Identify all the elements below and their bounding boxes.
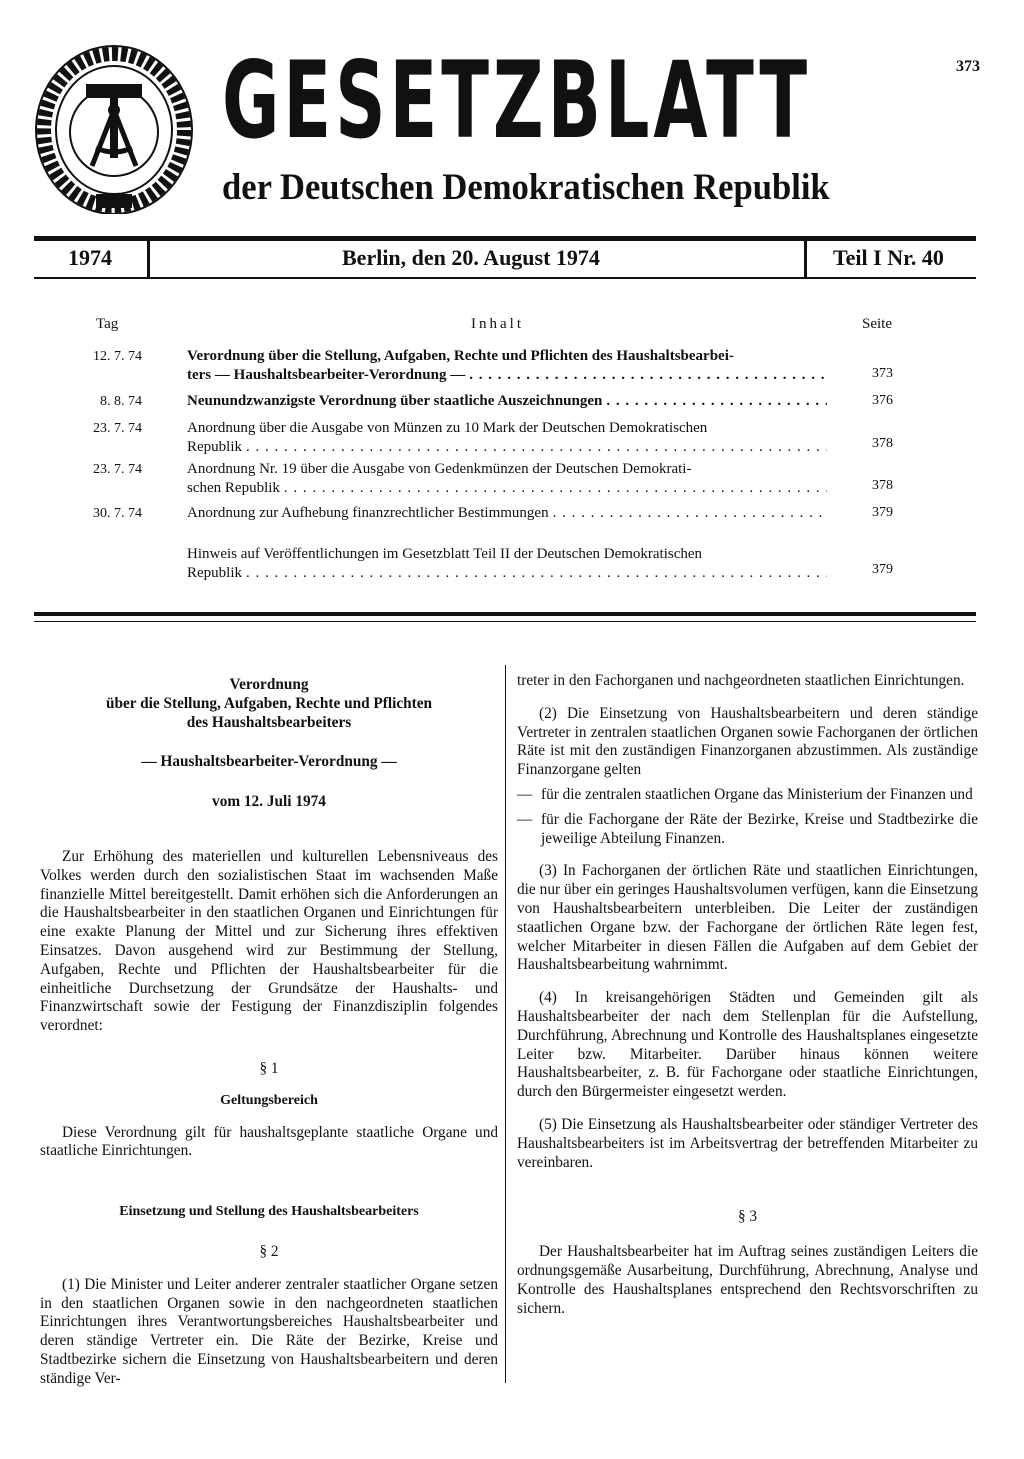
toc-entry-line: Anordnung zur Aufhebung finanzrechtlicher Bestimmungen — [187, 505, 549, 521]
toc-entry — [187, 460, 827, 498]
contents-col-page: Seite — [862, 316, 892, 332]
toc-entry — [187, 347, 827, 385]
toc-entry-line: Anordnung über die Ausgabe von Münzen zu 10 Mark der Deutschen Demokratischen — [187, 420, 708, 436]
toc-entry-line: Anordnung Nr. 19 über die Ausgabe von Gedenkmünzen der Deutschen Demokrati- — [187, 461, 692, 477]
column-divider — [505, 665, 506, 1383]
dash-item — [517, 786, 978, 805]
dot-leader — [606, 392, 827, 411]
ordinance-heading: des Haushaltsbearbeiters — [186, 713, 352, 731]
contents-col-content: Inhalt — [471, 316, 524, 332]
paragraph: (2) Die Einsetzung von Haushaltsbearbeitern und deren ständige Vertreter in zentralen staatlichen Organen sowie Fachorganen der örtlichen Räte ist mit den zuständigen Finanzorganen abzustimmen. Als zuständige Finanzorgane gelten — [517, 704, 978, 779]
paragraph: (5) Die Einsetzung als Haushaltsbearbeiter oder ständiger Vertreter des Haushaltsbearbeiters ist im Arbeitsvertrag der betreffenden Mitarbeiter zu vereinbaren. — [517, 1115, 978, 1171]
toc-entry — [187, 392, 827, 411]
preamble: Zur Erhöhung des materiellen und kulturellen Lebensniveaus des Volkes werden durch den sozialistischen Staat im wachsenden Maße finanzielle Mittel bereitgestellt. Damit erhöhen sich die Anforderungen an die Haushaltsbearbeiter in den staatlichen Organen und Einrichtungen für eine exakte Planung der Mittel und zur Sicherung ihres effektiven Einsatzes. Davon ausgehend wird zur Bestimmung der Stellung, Aufgaben, Rechte und Pflichten der Haushaltsbearbeiter für die einheitliche Durchsetzung der Grundsätze der Haushalts- und Finanzwirtschaft sowie der Festigung der Finanzdisziplin folgendes verordnet: — [40, 847, 498, 1035]
dash-mark: — — [517, 785, 533, 803]
dash-item-text: für die Fachorgane der Räte der Bezirke, Kreise und Stadtbezirke die jeweilige Abteilung Finanzen. — [541, 810, 978, 847]
toc-page: 376 — [872, 393, 893, 408]
issue-part: Teil I Nr. 40 — [833, 245, 944, 270]
right-column — [517, 672, 978, 1318]
section-number: § 3 — [737, 1208, 758, 1226]
dot-leader — [246, 564, 827, 583]
header-divider-right — [804, 240, 807, 278]
masthead-title: GESETZBLATT — [222, 39, 812, 162]
paragraph: (3) In Fachorganen der örtlichen Räte und staatlichen Einrichtungen, die nur über ein geringes Haushaltsvolumen verfügen, kann die Einsetzung von Haushaltsbearbeitern unterbleiben. Die Leiter der zuständigen staatlichen Organe bzw. der Fachorgane der örtlichen Räte legen fest, welcher Mitarbeiter in diesen Fällen die Aufgaben auf dem Gebiet der Haushaltsbearbeitung wahrnimmt. — [517, 862, 978, 974]
toc-entry-line: Republik — [187, 439, 242, 455]
toc-entry-line: Hinweis auf Veröffentlichungen im Gesetzblatt Teil II der Deutschen Demokratischen — [187, 546, 703, 562]
toc-entry — [187, 504, 827, 523]
toc-page: 378 — [872, 436, 893, 451]
toc-date: 23. 7. 74 — [93, 462, 142, 477]
toc-page: 379 — [872, 562, 893, 577]
dot-leader — [246, 438, 827, 457]
header-bottom-rule — [34, 277, 976, 279]
toc-entry-line: Republik — [187, 565, 242, 581]
dash-item-text: für die zentralen staatlichen Organe das Ministerium der Finanzen und — [541, 785, 973, 803]
toc-entry-line: ters — Haushaltsbearbeiter-Verordnung — — [187, 367, 466, 383]
dash-mark: — — [517, 810, 533, 828]
paragraph: treter in den Fachorganen und nachgeordneten staatlichen Einrichtungen. — [517, 672, 965, 689]
masthead-subtitle: der Deutschen Demokratischen Republik — [222, 167, 830, 208]
ordinance-date: vom 12. Juli 1974 — [212, 793, 326, 811]
chapter-heading: Einsetzung und Stellung des Haushaltsbearbeiters — [119, 1204, 419, 1220]
state-emblem — [34, 44, 194, 214]
section-number: § 2 — [259, 1242, 279, 1260]
dot-leader — [469, 366, 827, 385]
toc-page: 379 — [872, 505, 893, 520]
section-number: § 1 — [259, 1059, 279, 1077]
contents-col-day: Tag — [96, 316, 119, 332]
ordinance-heading: über die Stellung, Aufgaben, Rechte und Pflichten — [105, 694, 433, 712]
toc-date: 30. 7. 74 — [93, 506, 142, 521]
paragraph: Diese Verordnung gilt für haushaltsgeplante staatliche Organe und staatliche Einrichtungen. — [40, 1123, 498, 1160]
section-title: Geltungsbereich — [220, 1092, 318, 1108]
issue-year: 1974 — [68, 245, 112, 270]
toc-note — [187, 545, 827, 583]
contents-separator-thick — [34, 612, 976, 616]
paragraph: Der Haushaltsbearbeiter hat im Auftrag seines zuständigen Leiters die ordnungsgemäße Ausarbeitung, Durchführung, Abrechnung, Analyse und Kontrolle des Haushaltsplanes entsprechend den Rechtsvorschriften zu sichern. — [517, 1243, 978, 1317]
toc-page: 373 — [872, 366, 893, 381]
dot-leader — [553, 504, 827, 523]
ordinance-short-title: — Haushaltsbearbeiter-Verordnung — — [141, 753, 397, 771]
issue-date: Berlin, den 20. August 1974 — [342, 245, 600, 270]
toc-entry — [187, 419, 827, 457]
toc-entry-line: schen Republik — [187, 480, 280, 496]
paragraph: (1) Die Minister und Leiter anderer zentraler staatlicher Organe setzen in den staatlichen Organen sowie in den nachgeordneten staatlichen Einrichtungen ihres Verantwortungsbereiches Haushaltsbearbeiter und deren ständige Vertreter ein. Die Räte der Bezirke, Kreise und Stadtbezirke sichern die Einsetzung von Haushaltsbearbeitern und deren ständige Ver- — [40, 1275, 498, 1387]
contents-separator-thin — [34, 621, 976, 622]
toc-entry-line: Neunundzwanzigste Verordnung über staatliche Auszeichnungen — [187, 393, 603, 409]
header-top-rule — [34, 236, 976, 241]
left-column — [40, 676, 498, 1389]
toc-date: 8. 8. 74 — [100, 394, 142, 409]
header-divider-left — [147, 240, 150, 278]
ordinance-heading: Verordnung — [229, 676, 309, 693]
paragraph: (4) In kreisangehörigen Städten und Gemeinden gilt als Haushaltsbearbeiter der nach dem Stellenplan für die Aufstellung, Durchführung, Abrechnung und Kontrolle des Haushaltsplanes eingesetzte Leiter bzw. Mitarbeiter. Darüber hinaus können weitere Haushaltsbearbeiter, z. B. für Fachorgane oder staatliche Einrichtungen, durch den Bürgermeister eingesetzt werden. — [517, 989, 978, 1101]
dot-leader — [284, 479, 827, 498]
toc-page: 378 — [872, 478, 893, 493]
page-number: 373 — [956, 58, 980, 75]
toc-date: 12. 7. 74 — [93, 349, 142, 364]
toc-date: 23. 7. 74 — [93, 421, 142, 436]
toc-entry-line: Verordnung über die Stellung, Aufgaben, Rechte und Pflichten des Haushaltsbearbei- — [187, 348, 734, 364]
dash-item — [517, 811, 978, 849]
